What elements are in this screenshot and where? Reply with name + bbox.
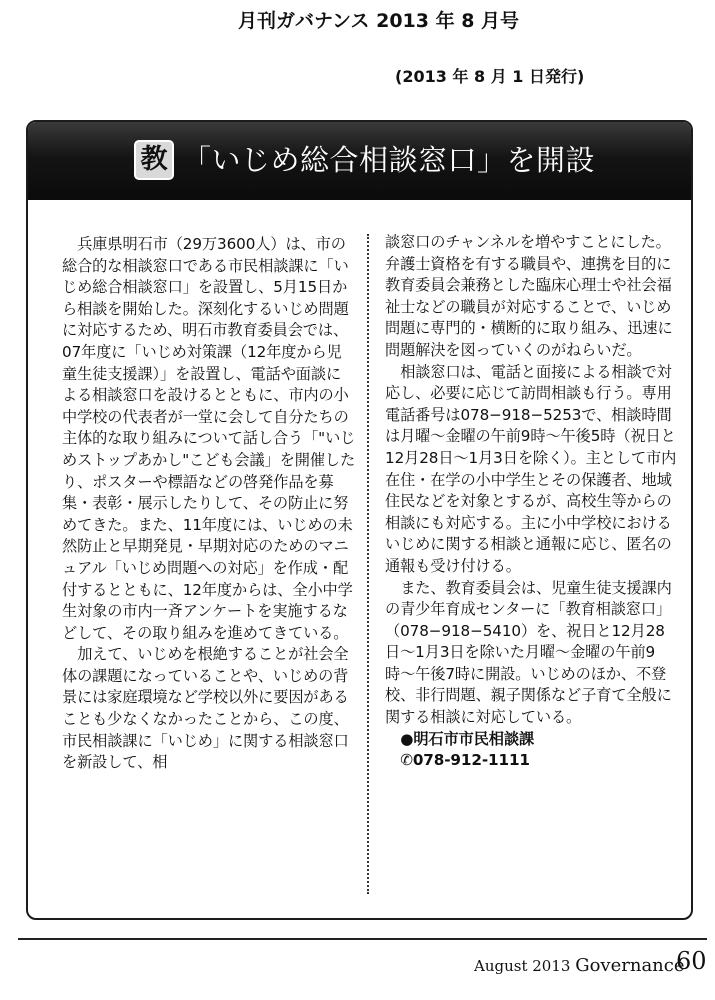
article-paragraph: 兵庫県明石市（29万3600人）は、市の総合的な相談窓口である市民相談課に「いじめ総合相談窓口」を設置し、5月15日から相談を開始した。深刻化するいじめ問題に対応するため、明石市教育委員会では、07年度に「いじめ対策課（12年度から児童生徒支援課）」を設置し、電話や面談による相談窓口を設けるとともに、市内の小中学校の代表者が一堂に会して自分たちの主体的な取り組みについて話し合う「"いじめストップあかし"こども会議」を開催したり、ポスターや標語などの啓発作品を募集・表彰・展示したりして、その防止に努めてきた。また、11年度には、いじめの未然防止と早期発見・早期対応のためのマニュアル「いじめ問題への対応」を作成・配付するとともに、12年度からは、全小中学生対象の市内一斉アンケートを実施するなどして、その取り組みを進めてきている。 [62, 235, 356, 642]
footer-credit [474, 955, 685, 976]
article-right-column [385, 232, 679, 772]
category-badge: 教 [134, 140, 174, 180]
footer-month-year: August 2013 [474, 957, 571, 975]
article-left-column [62, 234, 356, 774]
issue-date: (2013 年 8 月 1 日発行) [395, 67, 585, 86]
article-paragraph: また、教育委員会は、児童生徒支援課内の青少年育成センターに「教育相談窓口」（078−918−5410）を、祝日と12月28日〜1月3日を除いた月曜〜金曜の午前9時〜午後7時に開設。いじめのほか、不登校、非行問題、親子関係など子育て全般に関する相談に対応している。 [385, 578, 672, 727]
article-title: 「いじめ総合相談窓口」を開設 [182, 143, 596, 177]
footer-rule [18, 938, 707, 940]
article-paragraph: 相談窓口は、電話と面接による相談で対応し、必要に応じて訪問相談も行う。専用電話番号は078−918−5253で、相談時間は月曜〜金曜の午前9時〜午後5時（祝日と12月28日〜1月3日を除く）。主として市内在住・在学の小中学生とその保護者、地域住民などを対象とするが、高校生等からの相談にも対応する。主に小中学校におけるいじめに関する相談と通報に応じ、匿名の通報も受け付ける。 [385, 362, 677, 575]
article-card [26, 120, 693, 920]
article-paragraph: 加えて、いじめを根絶することが社会全体の課題になっていることや、いじめの背景には家庭環境など学校以外に要因があることも少なくなかったことから、この度、市民相談課に「いじめ」に関する相談窓口を新設して、相 [62, 645, 349, 772]
article-paragraph: 談窓口のチャンネルを増やすことにした。弁護士資格を有する職員や、連携を目的に教育委員会兼務とした臨床心理士や社会福祉士などの職員が対応することで、いじめ問題に専門的・横断的に取り組み、迅速に問題解決を図っていくのがねらいだ。 [385, 233, 673, 359]
contact-name: ●明石市市民相談課 [400, 729, 535, 748]
page-number: 60 [676, 947, 707, 975]
footer-magazine-name: Governance [575, 955, 685, 976]
title-banner [28, 122, 691, 200]
column-divider [367, 234, 369, 894]
contact-phone: ✆078-912-1111 [400, 751, 530, 770]
publication-line: 月刊ガバナンス 2013 年 8 月号 [238, 10, 520, 32]
